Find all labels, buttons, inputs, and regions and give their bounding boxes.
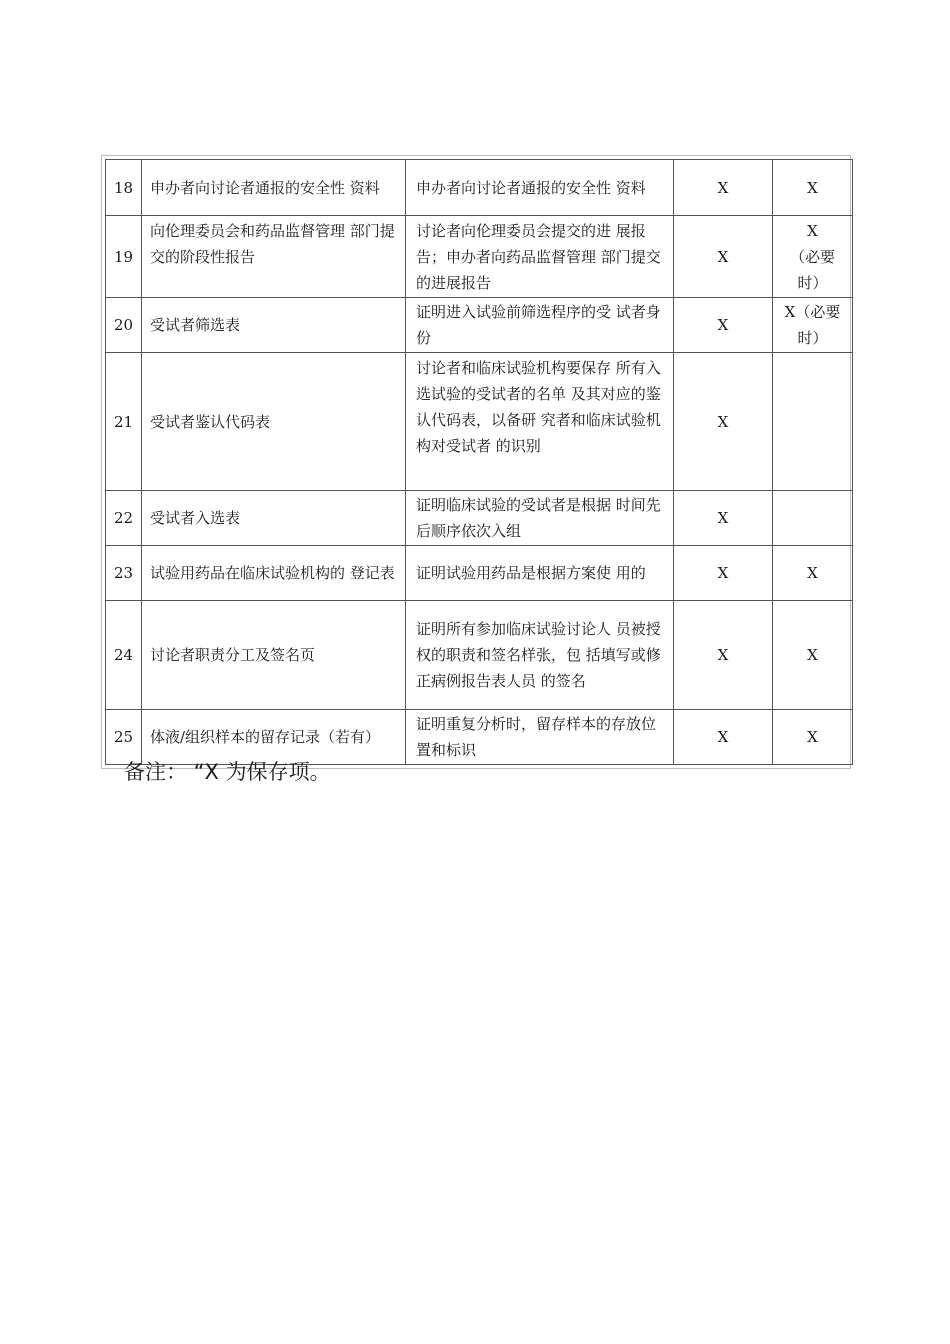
row-number: 19 [106,216,142,298]
document-name: 试验用药品在临床试验机构的 登记表 [142,546,406,601]
archive-table [105,159,853,765]
mark-col-a: X [674,710,773,765]
mark-col-a: X [674,160,773,216]
document-purpose: 证明临床试验的受试者是根据 时间先后顺序依次入组 [406,491,674,546]
row-number: 18 [106,160,142,216]
mark-col-b: X [773,601,853,710]
document-name: 向伦理委员会和药品监督管理 部门提交的阶段性报告 [142,216,406,298]
document-purpose: 证明进入试验前筛选程序的受 试者身份 [406,298,674,353]
mark-col-b [773,353,853,491]
document-name: 受试者筛选表 [142,298,406,353]
document-purpose: 证明所有参加临床试验讨论人 员被授权的职责和签名样张，包 括填写或修正病例报告表人员 的签名 [406,601,674,710]
table-row [106,491,853,546]
document-name: 受试者鉴认代码表 [142,353,406,491]
mark-col-b: X（必要 时） [773,298,853,353]
document-purpose: 证明重复分析时，留存样本的存放位置和标识 [406,710,674,765]
table-row [106,353,853,491]
table-row [106,216,853,298]
document-purpose: 证明试验用药品是根据方案使 用的 [406,546,674,601]
mark-col-a: X [674,491,773,546]
mark-col-a: X [674,546,773,601]
document-name: 受试者入选表 [142,491,406,546]
row-number: 23 [106,546,142,601]
table-row [106,160,853,216]
document-table-frame [101,155,851,769]
mark-col-b: X （必要 时） [773,216,853,298]
mark-col-a: X [674,353,773,491]
mark-col-a: X [674,216,773,298]
table-row [106,601,853,710]
document-purpose: 申办者向讨论者通报的安全性 资料 [406,160,674,216]
mark-col-b: X [773,160,853,216]
table-row [106,546,853,601]
row-number: 20 [106,298,142,353]
document-name: 讨论者职责分工及签名页 [142,601,406,710]
document-purpose: 讨论者和临床试验机构要保存 所有入选试验的受试者的名单 及其对应的鉴认代码表，以备研 究者和临床试验机构对受试者 的识别 [406,353,674,491]
mark-col-a: X [674,601,773,710]
document-name: 体液/组织样本的留存记录（若有） [142,710,406,765]
document-purpose: 讨论者向伦理委员会提交的进 展报告；申办者向药品监督管理 部门提交的进展报告 [406,216,674,298]
mark-col-a: X [674,298,773,353]
document-name: 申办者向讨论者通报的安全性 资料 [142,160,406,216]
mark-col-b [773,491,853,546]
row-number: 24 [106,601,142,710]
mark-col-b: X [773,710,853,765]
footnote: 备注： “X 为保存项。 [124,760,331,784]
row-number: 25 [106,710,142,765]
row-number: 21 [106,353,142,491]
row-number: 22 [106,491,142,546]
table-row [106,298,853,353]
mark-col-b: X [773,546,853,601]
